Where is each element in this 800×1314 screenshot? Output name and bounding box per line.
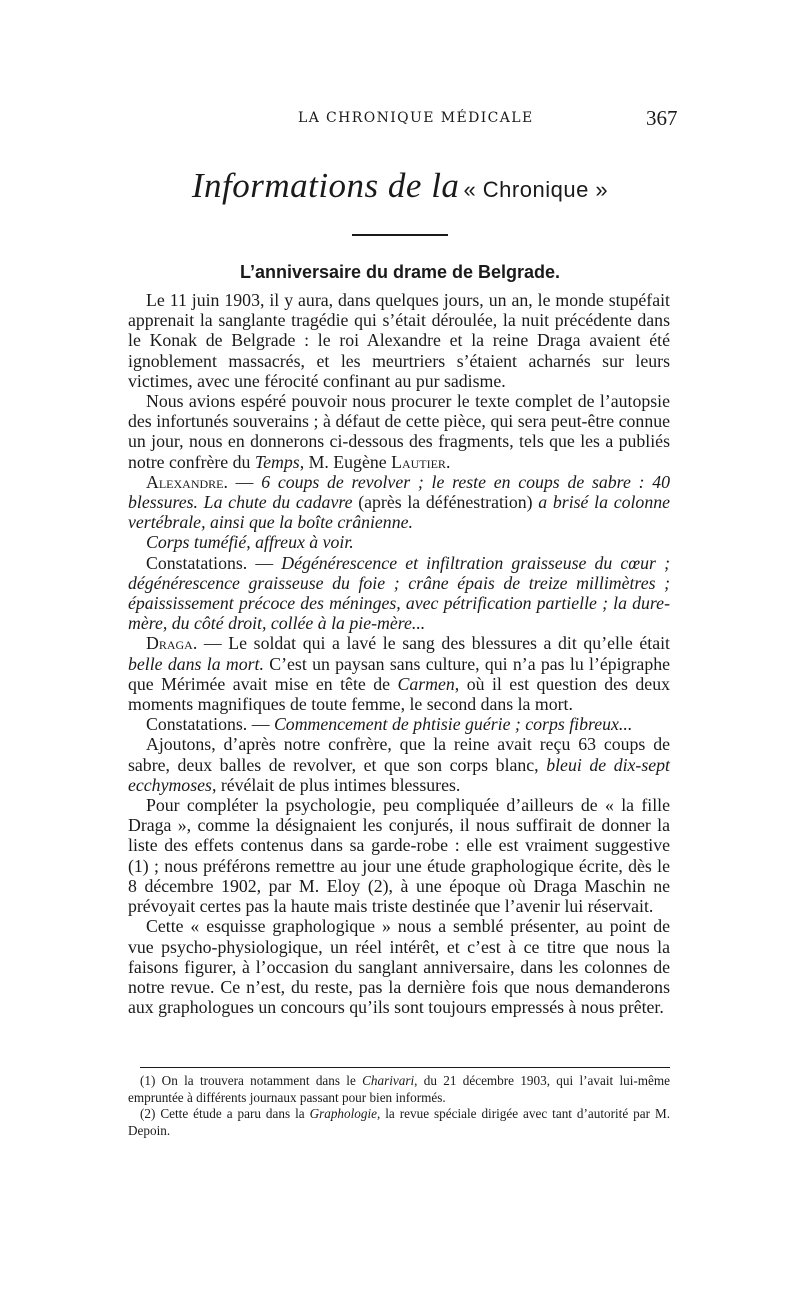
paragraph: Le 11 juin 1903, il y aura, dans quelques jours, un an, le monde stupéfait apprenait la sanglante tragédie qui s’était déroulée, la nuit précédente dans le Konak de Belgrade : le roi Alexandre et la reine Draga avaient été ignoblement massacrés, et les meurtriers s’étaient acharnés sur leurs victimes, avec une férocité confinant au pur sadisme.: [128, 290, 670, 391]
footnote-rule: [140, 1067, 670, 1068]
paragraph: Nous avions espéré pouvoir nous procurer le texte complet de l’autopsie des infortunés souverains ; à défaut de cette pièce, qui sera peut-être connue un jour, nous en donnerons ci-dessous des fragments, tels que les a publiés notre confrère du Temps, M. Eugène Lautier.: [128, 391, 670, 472]
author-name: Lautier: [391, 451, 446, 472]
article-title: L’anniversaire du drame de Belgrade.: [239, 262, 561, 282]
paragraph: Alexandre. — 6 coups de revolver ; le reste en coups de sabre : 40 blessures. La chute du cadavre (après la défénestration) a brisé la colonne vertébrale, ainsi que la boîte crânienne.: [128, 471, 671, 533]
name-draga: Draga: [146, 633, 193, 654]
footnote-1: (1) On la trouvera notamment dans le Charivari, du 21 décembre 1903, qui l’avait lui-même empruntée à différents journaux passant pour bien informés.: [128, 1073, 670, 1105]
name-alexandre: Alexandre: [146, 471, 224, 492]
section-heading-italic: Informations de la: [191, 166, 460, 205]
page-number: 367: [646, 106, 678, 130]
running-head: [0, 108, 800, 132]
paragraph: Constatations. — Dégénérescence et infiltration graisseuse du cœur ; dégénérescence graisseuse du foie ; crâne épais de treize millimètres ; épaississement précoce des méninges, avec pétrification partielle ; la dure-mère, du côté droit, collée à la pie-mère...: [128, 552, 670, 634]
journal-name: Temps: [254, 451, 300, 472]
footnote-2: (2) Cette étude a paru dans la Graphologie, la revue spéciale dirigée avec tant d’autorité par M. Depoin.: [128, 1106, 671, 1138]
paragraph: Cette « esquisse graphologique » nous a semblé présenter, au point de vue psycho-physiologique, un réel intérêt, et c’est à ce titre que nous la faisons figurer, à l’occasion du sanglant anniversaire, dans les colonnes de notre revue. Ce n’est, du reste, pas la dernière fois que nous demanderons aux graphologues un concours qu’ils sont toujours empressés à nous prêter.: [128, 916, 670, 1018]
section-heading-quoted: « Chronique »: [463, 177, 609, 202]
paragraph: Pour compléter la psychologie, peu compliquée d’ailleurs de « la fille Draga », comme la désignaient les conjurés, il nous suffirait de donner la liste des effets contenus dans sa garde-robe : elle est vraiment suggestive (1) ; nous préférons remettre au jour une étude graphologique écrite, dès le 8 décembre 1902, par M. Eloy (2), à une époque où Draga Maschin ne prévoyait certes pas la haute mais triste destinée que l’avenir lui réservait.: [128, 795, 670, 917]
paragraph: Constatations. — Commencement de phtisie guérie ; corps fibreux...: [146, 714, 633, 735]
footnotes: [128, 1073, 670, 1139]
paragraph: Draga. — Le soldat qui a lavé le sang des blessures a dit qu’elle était belle dans la mort. C’est un paysan sans culture, qui n’a pas lu l’épigraphe que Mérimée avait mise en tête de Carmen, où il est question des deux moments magnifiques de toute femme, le second dans la mort.: [128, 633, 670, 715]
section-heading: [0, 166, 800, 206]
heading-rule: [352, 234, 448, 236]
paragraph: Ajoutons, d’après notre confrère, que la reine avait reçu 63 coups de sabre, deux balles de revolver, et que son corps blanc, bleui de dix-sept ecchymoses, révélait de plus intimes blessures.: [128, 734, 670, 795]
journal-title: LA CHRONIQUE MÉDICALE: [298, 110, 534, 126]
article-body: [128, 290, 670, 1017]
paragraph: Corps tuméfié, affreux à voir.: [146, 532, 354, 553]
